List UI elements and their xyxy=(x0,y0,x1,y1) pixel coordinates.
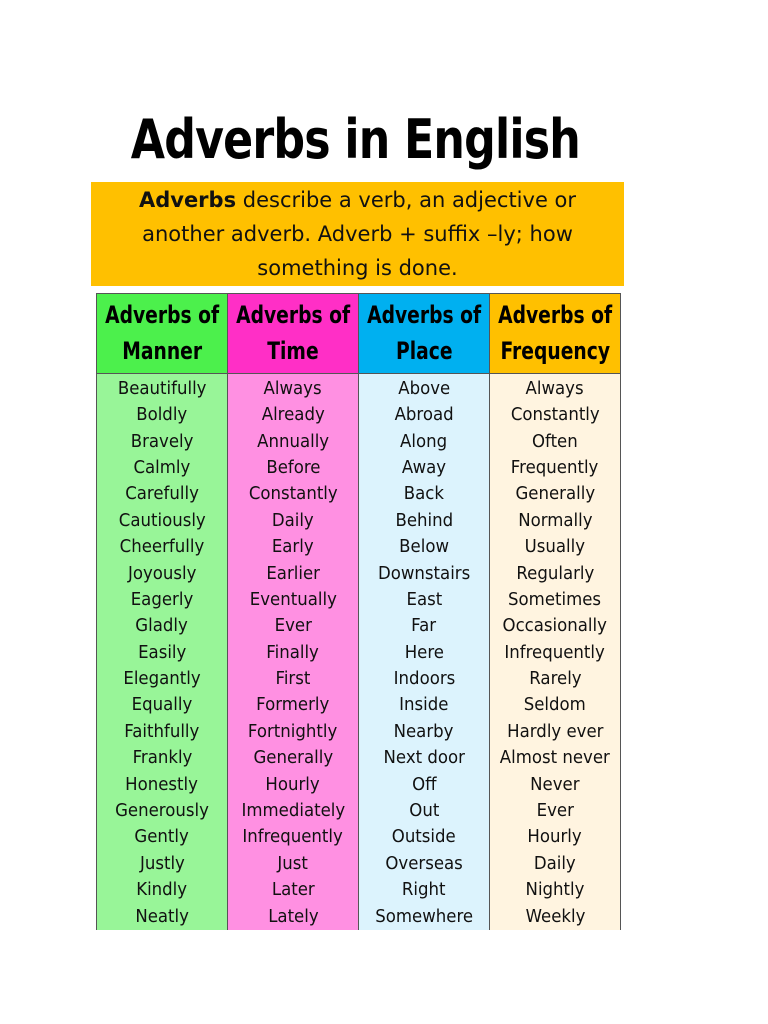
list-item xyxy=(97,481,227,507)
list-item-text: Justly xyxy=(139,852,185,874)
list-item-text: Generally xyxy=(253,747,333,769)
list-item-text: Faithfully xyxy=(124,720,200,742)
list-item xyxy=(228,587,358,613)
list-item xyxy=(359,851,489,877)
list-item xyxy=(490,481,620,507)
list-item-text: Nearby xyxy=(394,720,454,742)
column-header-manner xyxy=(97,293,227,374)
list-item-text: Fortnightly xyxy=(248,720,338,742)
list-item xyxy=(97,719,227,745)
column-header-line: Place xyxy=(395,337,453,366)
list-item-text: Below xyxy=(399,536,449,558)
list-item-text: Kindly xyxy=(136,879,188,901)
list-item xyxy=(228,745,358,771)
list-item-text: Downstairs xyxy=(377,562,471,584)
list-item-text: Honestly xyxy=(125,773,199,795)
list-item xyxy=(359,613,489,639)
list-item-text: Away xyxy=(401,456,447,478)
list-item-text: Eventually xyxy=(249,588,337,610)
adverbs-table xyxy=(96,293,621,930)
list-item-text: Inside xyxy=(399,694,449,716)
list-item-text: Frequently xyxy=(511,456,599,478)
list-item-text: Eagerly xyxy=(130,588,194,610)
list-item-text: Often xyxy=(532,430,578,452)
list-item xyxy=(97,613,227,639)
list-item xyxy=(228,904,358,930)
list-item xyxy=(490,904,620,930)
list-item-text: Off xyxy=(411,773,437,795)
list-item-text: Rarely xyxy=(528,668,582,690)
list-item xyxy=(97,561,227,587)
list-item xyxy=(359,508,489,534)
list-item xyxy=(228,481,358,507)
list-item xyxy=(228,692,358,718)
list-item-text: Normally xyxy=(517,509,593,531)
list-item-text: Equally xyxy=(131,694,193,716)
list-item-text: Annually xyxy=(257,430,329,452)
list-item-text: Back xyxy=(403,483,445,505)
list-item xyxy=(359,719,489,745)
list-item-text: Along xyxy=(400,430,448,452)
list-item-text: Already xyxy=(261,404,325,426)
list-item xyxy=(359,798,489,824)
list-item xyxy=(490,745,620,771)
list-item xyxy=(490,429,620,455)
column-place xyxy=(359,293,490,930)
list-item-text: Constantly xyxy=(510,404,600,426)
list-item xyxy=(228,534,358,560)
list-item xyxy=(359,534,489,560)
list-item xyxy=(490,587,620,613)
page-title: Adverbs in English xyxy=(130,108,580,171)
list-item xyxy=(228,719,358,745)
list-item-text: Finally xyxy=(266,641,320,663)
list-item xyxy=(490,613,620,639)
column-header-line: Adverbs of xyxy=(497,301,613,330)
list-item xyxy=(228,429,358,455)
list-item xyxy=(359,772,489,798)
list-item xyxy=(490,772,620,798)
column-header-place xyxy=(359,293,489,374)
column-header-line: Manner xyxy=(122,337,202,366)
definition-keyword: Adverbs xyxy=(138,188,237,212)
list-item-text: Indoors xyxy=(393,668,455,690)
list-item xyxy=(359,692,489,718)
list-item xyxy=(97,402,227,428)
list-item-text: Overseas xyxy=(385,852,463,874)
list-item xyxy=(359,481,489,507)
list-item xyxy=(97,798,227,824)
definition-line-3: something is done. xyxy=(257,256,458,280)
list-item-text: Gladly xyxy=(135,615,189,637)
list-item xyxy=(97,904,227,930)
list-item xyxy=(359,429,489,455)
list-item-text: Easily xyxy=(137,641,187,663)
column-header-line: Adverbs of xyxy=(366,301,482,330)
list-item xyxy=(97,376,227,402)
list-item-text: Lately xyxy=(267,905,319,927)
list-item xyxy=(228,376,358,402)
column-header-line: Frequency xyxy=(500,337,610,366)
list-item xyxy=(228,455,358,481)
column-time xyxy=(228,293,359,930)
list-item xyxy=(228,824,358,850)
list-item xyxy=(490,851,620,877)
list-item xyxy=(97,824,227,850)
list-item-text: Immediately xyxy=(241,800,345,822)
list-item-text: Nightly xyxy=(525,879,585,901)
column-manner xyxy=(96,293,228,930)
list-item-text: Here xyxy=(404,641,444,663)
column-header-line: Adverbs of xyxy=(235,301,351,330)
list-item xyxy=(228,798,358,824)
list-item-text: Ever xyxy=(274,615,312,637)
list-item xyxy=(228,613,358,639)
list-item-text: Infrequently xyxy=(504,641,606,663)
list-item-text: Earlier xyxy=(266,562,320,584)
list-item-text: Frankly xyxy=(132,747,192,769)
list-item xyxy=(228,640,358,666)
list-item-text: Bravely xyxy=(130,430,194,452)
column-list-manner xyxy=(97,374,227,930)
list-item xyxy=(490,666,620,692)
column-frequency xyxy=(490,293,621,930)
list-item-text: Early xyxy=(272,536,314,558)
list-item-text: Hourly xyxy=(527,826,583,848)
list-item xyxy=(359,877,489,903)
list-item-text: Right xyxy=(402,879,446,901)
list-item xyxy=(97,877,227,903)
list-item-text: Later xyxy=(271,879,315,901)
list-item-text: Daily xyxy=(534,852,576,874)
list-item-text: Hourly xyxy=(265,773,321,795)
list-item-text: Somewhere xyxy=(375,905,473,927)
list-item-text: Cautiously xyxy=(118,509,206,531)
list-item xyxy=(97,534,227,560)
list-item xyxy=(97,508,227,534)
list-item xyxy=(359,561,489,587)
list-item xyxy=(97,745,227,771)
definition-line-2: another adverb. Adverb + suffix –ly; how xyxy=(142,222,573,246)
list-item xyxy=(228,561,358,587)
list-item-text: Above xyxy=(398,377,450,399)
list-item-text: Gently xyxy=(134,826,190,848)
list-item xyxy=(359,587,489,613)
list-item xyxy=(490,692,620,718)
list-item-text: Generally xyxy=(515,483,595,505)
list-item xyxy=(97,455,227,481)
list-item-text: Just xyxy=(277,852,309,874)
list-item-text: Usually xyxy=(524,536,586,558)
column-header-time xyxy=(228,293,358,374)
list-item-text: Outside xyxy=(392,826,456,848)
list-item xyxy=(359,455,489,481)
list-item-text: Next door xyxy=(383,747,465,769)
list-item-text: Sometimes xyxy=(508,588,602,610)
list-item xyxy=(97,640,227,666)
list-item-text: Calmly xyxy=(133,456,191,478)
list-item xyxy=(359,904,489,930)
list-item xyxy=(228,772,358,798)
list-item xyxy=(97,772,227,798)
list-item xyxy=(490,719,620,745)
list-item xyxy=(97,429,227,455)
list-item-text: Occasionally xyxy=(502,615,608,637)
list-item xyxy=(490,455,620,481)
list-item xyxy=(490,508,620,534)
column-header-line: Adverbs of xyxy=(104,301,220,330)
list-item xyxy=(359,824,489,850)
list-item xyxy=(490,561,620,587)
list-item-text: Abroad xyxy=(394,404,454,426)
list-item xyxy=(490,402,620,428)
list-item-text: Almost never xyxy=(499,747,611,769)
list-item-text: First xyxy=(275,668,311,690)
list-item-text: Never xyxy=(530,773,580,795)
list-item xyxy=(228,851,358,877)
list-item xyxy=(490,877,620,903)
list-item-text: Always xyxy=(263,377,323,399)
list-item-text: Hardly ever xyxy=(506,720,604,742)
list-item xyxy=(228,508,358,534)
list-item xyxy=(490,824,620,850)
list-item-text: Neatly xyxy=(135,905,189,927)
list-item-text: Beautifully xyxy=(117,377,207,399)
list-item xyxy=(359,376,489,402)
list-item xyxy=(490,640,620,666)
list-item-text: Constantly xyxy=(248,483,338,505)
list-item-text: Elegantly xyxy=(123,668,201,690)
list-item-text: Seldom xyxy=(523,694,587,716)
column-header-line: Time xyxy=(267,337,319,366)
list-item xyxy=(490,376,620,402)
list-item-text: Infrequently xyxy=(242,826,344,848)
list-item-text: Out xyxy=(408,800,440,822)
list-item-text: Regularly xyxy=(516,562,594,584)
list-item-text: Behind xyxy=(395,509,453,531)
list-item-text: Ever xyxy=(536,800,574,822)
list-item xyxy=(97,851,227,877)
column-header-frequency xyxy=(490,293,620,374)
list-item xyxy=(359,745,489,771)
definition-box xyxy=(91,182,624,286)
column-list-place xyxy=(359,374,489,930)
list-item xyxy=(97,587,227,613)
list-item-text: Formerly xyxy=(256,694,330,716)
list-item-text: Joyously xyxy=(127,562,197,584)
list-item-text: Weekly xyxy=(525,905,585,927)
list-item xyxy=(490,798,620,824)
list-item xyxy=(228,402,358,428)
column-list-frequency xyxy=(490,374,620,930)
list-item xyxy=(359,666,489,692)
list-item-text: Far xyxy=(411,615,437,637)
definition-line-1 xyxy=(97,183,618,217)
list-item xyxy=(228,666,358,692)
list-item xyxy=(359,402,489,428)
list-item-text: Carefully xyxy=(125,483,199,505)
list-item-text: Generously xyxy=(115,800,209,822)
list-item-text: Before xyxy=(265,456,321,478)
column-list-time xyxy=(228,374,358,930)
list-item xyxy=(228,877,358,903)
list-item xyxy=(97,666,227,692)
list-item-text: East xyxy=(406,588,442,610)
list-item xyxy=(359,640,489,666)
list-item-text: Daily xyxy=(272,509,314,531)
list-item-text: Always xyxy=(525,377,585,399)
list-item-text: Cheerfully xyxy=(119,536,205,558)
list-item-text: Boldly xyxy=(136,404,188,426)
list-item xyxy=(490,534,620,560)
list-item xyxy=(97,692,227,718)
definition-line-1-rest: describe a verb, an adjective or xyxy=(236,188,577,212)
